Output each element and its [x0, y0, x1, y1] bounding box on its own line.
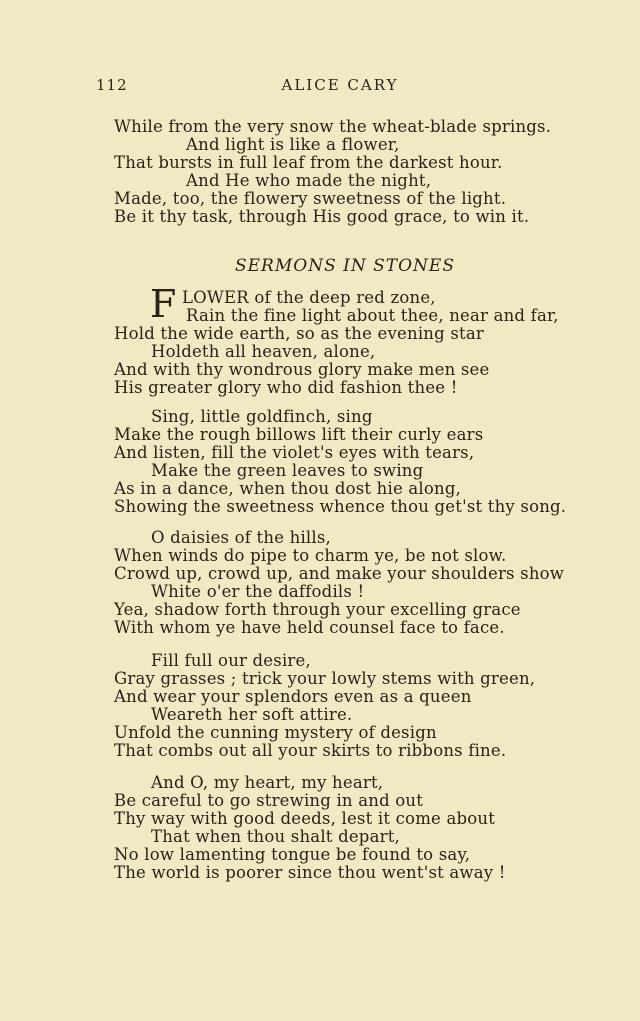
verse-line: Hold the wide earth, so as the evening star [114, 324, 484, 344]
verse-line: And light is like a flower, [186, 135, 400, 155]
verse-line: Holdeth all heaven, alone, [151, 342, 376, 362]
verse-line: Made, too, the flowery sweetness of the light. [114, 189, 507, 209]
verse-line: White o'er the daffodils ! [151, 582, 365, 602]
running-head: ALICE CARY [281, 76, 399, 94]
verse-line: Yea, shadow forth through your excelling grace [114, 600, 521, 620]
verse-line: The world is poorer since thou went'st away ! [114, 863, 506, 883]
verse-line: Rain the fine light about thee, near and far, [186, 306, 559, 326]
verse-line: And with thy wondrous glory make men see [114, 360, 490, 380]
verse-line: That combs out all your skirts to ribbons fine. [114, 741, 507, 761]
verse-line: Fill full our desire, [151, 651, 311, 670]
verse-line: Gray grasses ; trick your lowly stems with green, [114, 669, 536, 689]
verse-line: And O, my heart, my heart, [151, 773, 384, 792]
drop-cap: F [150, 282, 177, 326]
stanza-2 [114, 408, 610, 517]
verse-line: Weareth her soft attire. [151, 705, 353, 725]
verse-line: While from the very snow the wheat-blade springs. [114, 117, 552, 136]
verse-line: With whom ye have held counsel face to face. [114, 618, 505, 638]
verse-line: No low lamenting tongue be found to say, [114, 845, 471, 865]
stanza-4 [114, 652, 610, 761]
verse-line: Sing, little goldfinch, sing [151, 407, 373, 426]
page-number: 112 [96, 76, 128, 94]
verse-line: And He who made the night, [186, 171, 432, 191]
verse-line: O daisies of the hills, [151, 528, 331, 547]
poem-title: SERMONS IN STONES [235, 256, 455, 276]
verse-line: Make the green leaves to swing [151, 461, 424, 481]
verse-line: Be careful to go strewing in and out [114, 791, 424, 811]
verse-line: Crowd up, crowd up, and make your shoulders show [114, 564, 565, 584]
stanza-3 [114, 529, 610, 638]
stanza-5 [114, 774, 610, 883]
verse-line: When winds do pipe to charm ye, be not slow. [114, 546, 507, 566]
stanza-1 [114, 282, 610, 398]
verse-line: That bursts in full leaf from the darkest hour. [114, 153, 503, 173]
verse-line: LOWER of the deep red zone, [182, 288, 436, 307]
verse-line: That when thou shalt depart, [151, 827, 400, 847]
verse-line: Thy way with good deeds, lest it come about [114, 809, 496, 829]
verse-line: Unfold the cunning mystery of design [114, 723, 437, 743]
verse-line: Be it thy task, through His good grace, to win it. [114, 207, 530, 227]
verse-line: And listen, fill the violet's eyes with tears, [114, 443, 475, 463]
carryover-stanza [114, 118, 610, 227]
verse-line: Showing the sweetness whence thou get'st thy song. [114, 497, 567, 517]
verse-line: As in a dance, when thou dost hie along, [114, 479, 462, 499]
verse-line: Make the rough billows lift their curly ears [114, 425, 484, 445]
verse-line: His greater glory who did fashion thee ! [114, 378, 458, 398]
verse-line: And wear your splendors even as a queen [114, 687, 472, 707]
